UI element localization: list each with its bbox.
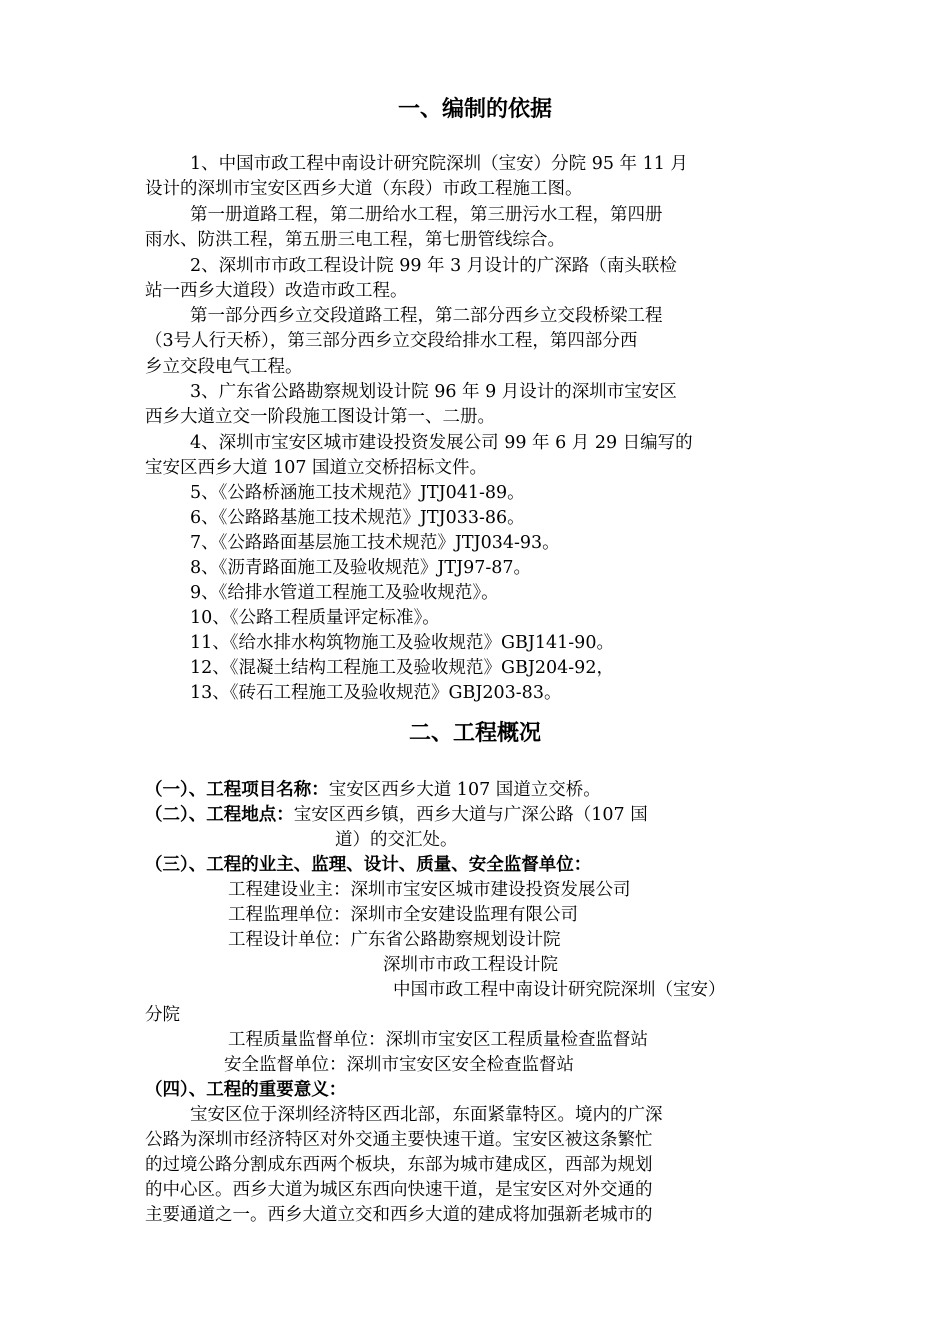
item2-value-cont: 道）的交汇处。 — [335, 830, 458, 850]
body-line: 公路为深圳市经济特区对外交通主要快速干道。宝安区被这条繁忙 — [145, 1130, 653, 1150]
unit-line: 中国市政工程中南设计研究院深圳（宝安） — [393, 980, 726, 1000]
unit-line: 分院 — [145, 1005, 180, 1025]
section1-heading: 一、编制的依据 — [397, 97, 552, 122]
body-line: 5、《公路桥涵施工技术规范》JTJ041-89。 — [190, 483, 525, 503]
item1-value: 宝安区西乡大道 107 国道立交桥。 — [328, 780, 601, 800]
body-line: 的过境公路分割成东西两个板块，东部为城市建成区，西部为规划 — [145, 1155, 653, 1175]
item2-line — [145, 803, 648, 827]
unit-line: 工程质量监督单位：深圳市宝安区工程质量检查监督站 — [228, 1030, 648, 1050]
body-line: 站一西乡大道段）改造市政工程。 — [145, 281, 408, 301]
body-line: 雨水、防洪工程，第五册三电工程，第七册管线综合。 — [145, 230, 565, 250]
body-line: 的中心区。西乡大道为城区东西向快速干道，是宝安区对外交通的 — [145, 1180, 653, 1200]
item1-label: （一）、工程项目名称： — [145, 780, 329, 800]
body-line: 12、《混凝土结构工程施工及验收规范》GBJ204-92， — [190, 658, 614, 678]
body-line: 9、《给排水管道工程施工及验收规范》。 — [190, 583, 499, 603]
body-line: 6、《公路路基施工技术规范》JTJ033-86。 — [190, 508, 525, 528]
body-line: 第一部分西乡立交段道路工程，第二部分西乡立交段桥梁工程 — [190, 306, 663, 326]
item4-label: （四）、工程的重要意义： — [145, 1080, 347, 1100]
item3-label: （三）、工程的业主、监理、设计、质量、安全监督单位： — [145, 855, 592, 875]
body-line: 宝安区位于深圳经济特区西北部，东面紧靠特区。境内的广深 — [190, 1105, 663, 1125]
body-line: 11、《给水排水构筑物施工及验收规范》GBJ141-90。 — [190, 633, 614, 653]
item2-label: （二）、工程地点： — [145, 805, 294, 825]
section2-heading: 二、工程概况 — [408, 721, 541, 746]
unit-line: 工程设计单位：广东省公路勘察规划设计院 — [228, 930, 561, 950]
item1-line — [145, 778, 601, 802]
body-line: 8、《沥青路面施工及验收规范》JTJ97-87。 — [190, 558, 532, 578]
body-line: 主要通道之一。西乡大道立交和西乡大道的建成将加强新老城市的 — [145, 1205, 653, 1225]
body-line: 宝安区西乡大道 107 国道立交桥招标文件。 — [145, 458, 488, 478]
body-line: 7、《公路路面基层施工技术规范》JTJ034-93。 — [190, 533, 560, 553]
body-line: 乡立交段电气工程。 — [145, 357, 303, 377]
body-line: 13、《砖石工程施工及验收规范》GBJ203-83。 — [190, 683, 562, 703]
unit-line: 工程建设业主：深圳市宝安区城市建设投资发展公司 — [228, 880, 631, 900]
body-line: 4、深圳市宝安区城市建设投资发展公司 99 年 6 月 29 日编写的 — [190, 433, 693, 453]
unit-line: 工程监理单位：深圳市全安建设监理有限公司 — [228, 905, 578, 925]
item2-value: 宝安区西乡镇，西乡大道与广深公路（107 国 — [293, 805, 648, 825]
unit-line: 安全监督单位：深圳市宝安区安全检查监督站 — [224, 1055, 574, 1075]
body-line: 第一册道路工程，第二册给水工程，第三册污水工程，第四册 — [190, 205, 663, 225]
body-line: 3、广东省公路勘察规划设计院 96 年 9 月设计的深圳市宝安区 — [190, 382, 677, 402]
body-line: （3号人行天桥），第三部分西乡立交段给排水工程，第四部分西 — [145, 331, 638, 351]
body-line: 设计的深圳市宝安区西乡大道（东段）市政工程施工图。 — [145, 179, 583, 199]
body-line: 1、中国市政工程中南设计研究院深圳（宝安）分院 95 年 11 月 — [190, 154, 688, 174]
unit-line: 深圳市市政工程设计院 — [383, 955, 558, 975]
body-line: 2、深圳市市政工程设计院 99 年 3 月设计的广深路（南头联检 — [190, 256, 677, 276]
body-line: 10、《公路工程质量评定标准》。 — [190, 608, 440, 628]
body-line: 西乡大道立交一阶段施工图设计第一、二册。 — [145, 407, 495, 427]
